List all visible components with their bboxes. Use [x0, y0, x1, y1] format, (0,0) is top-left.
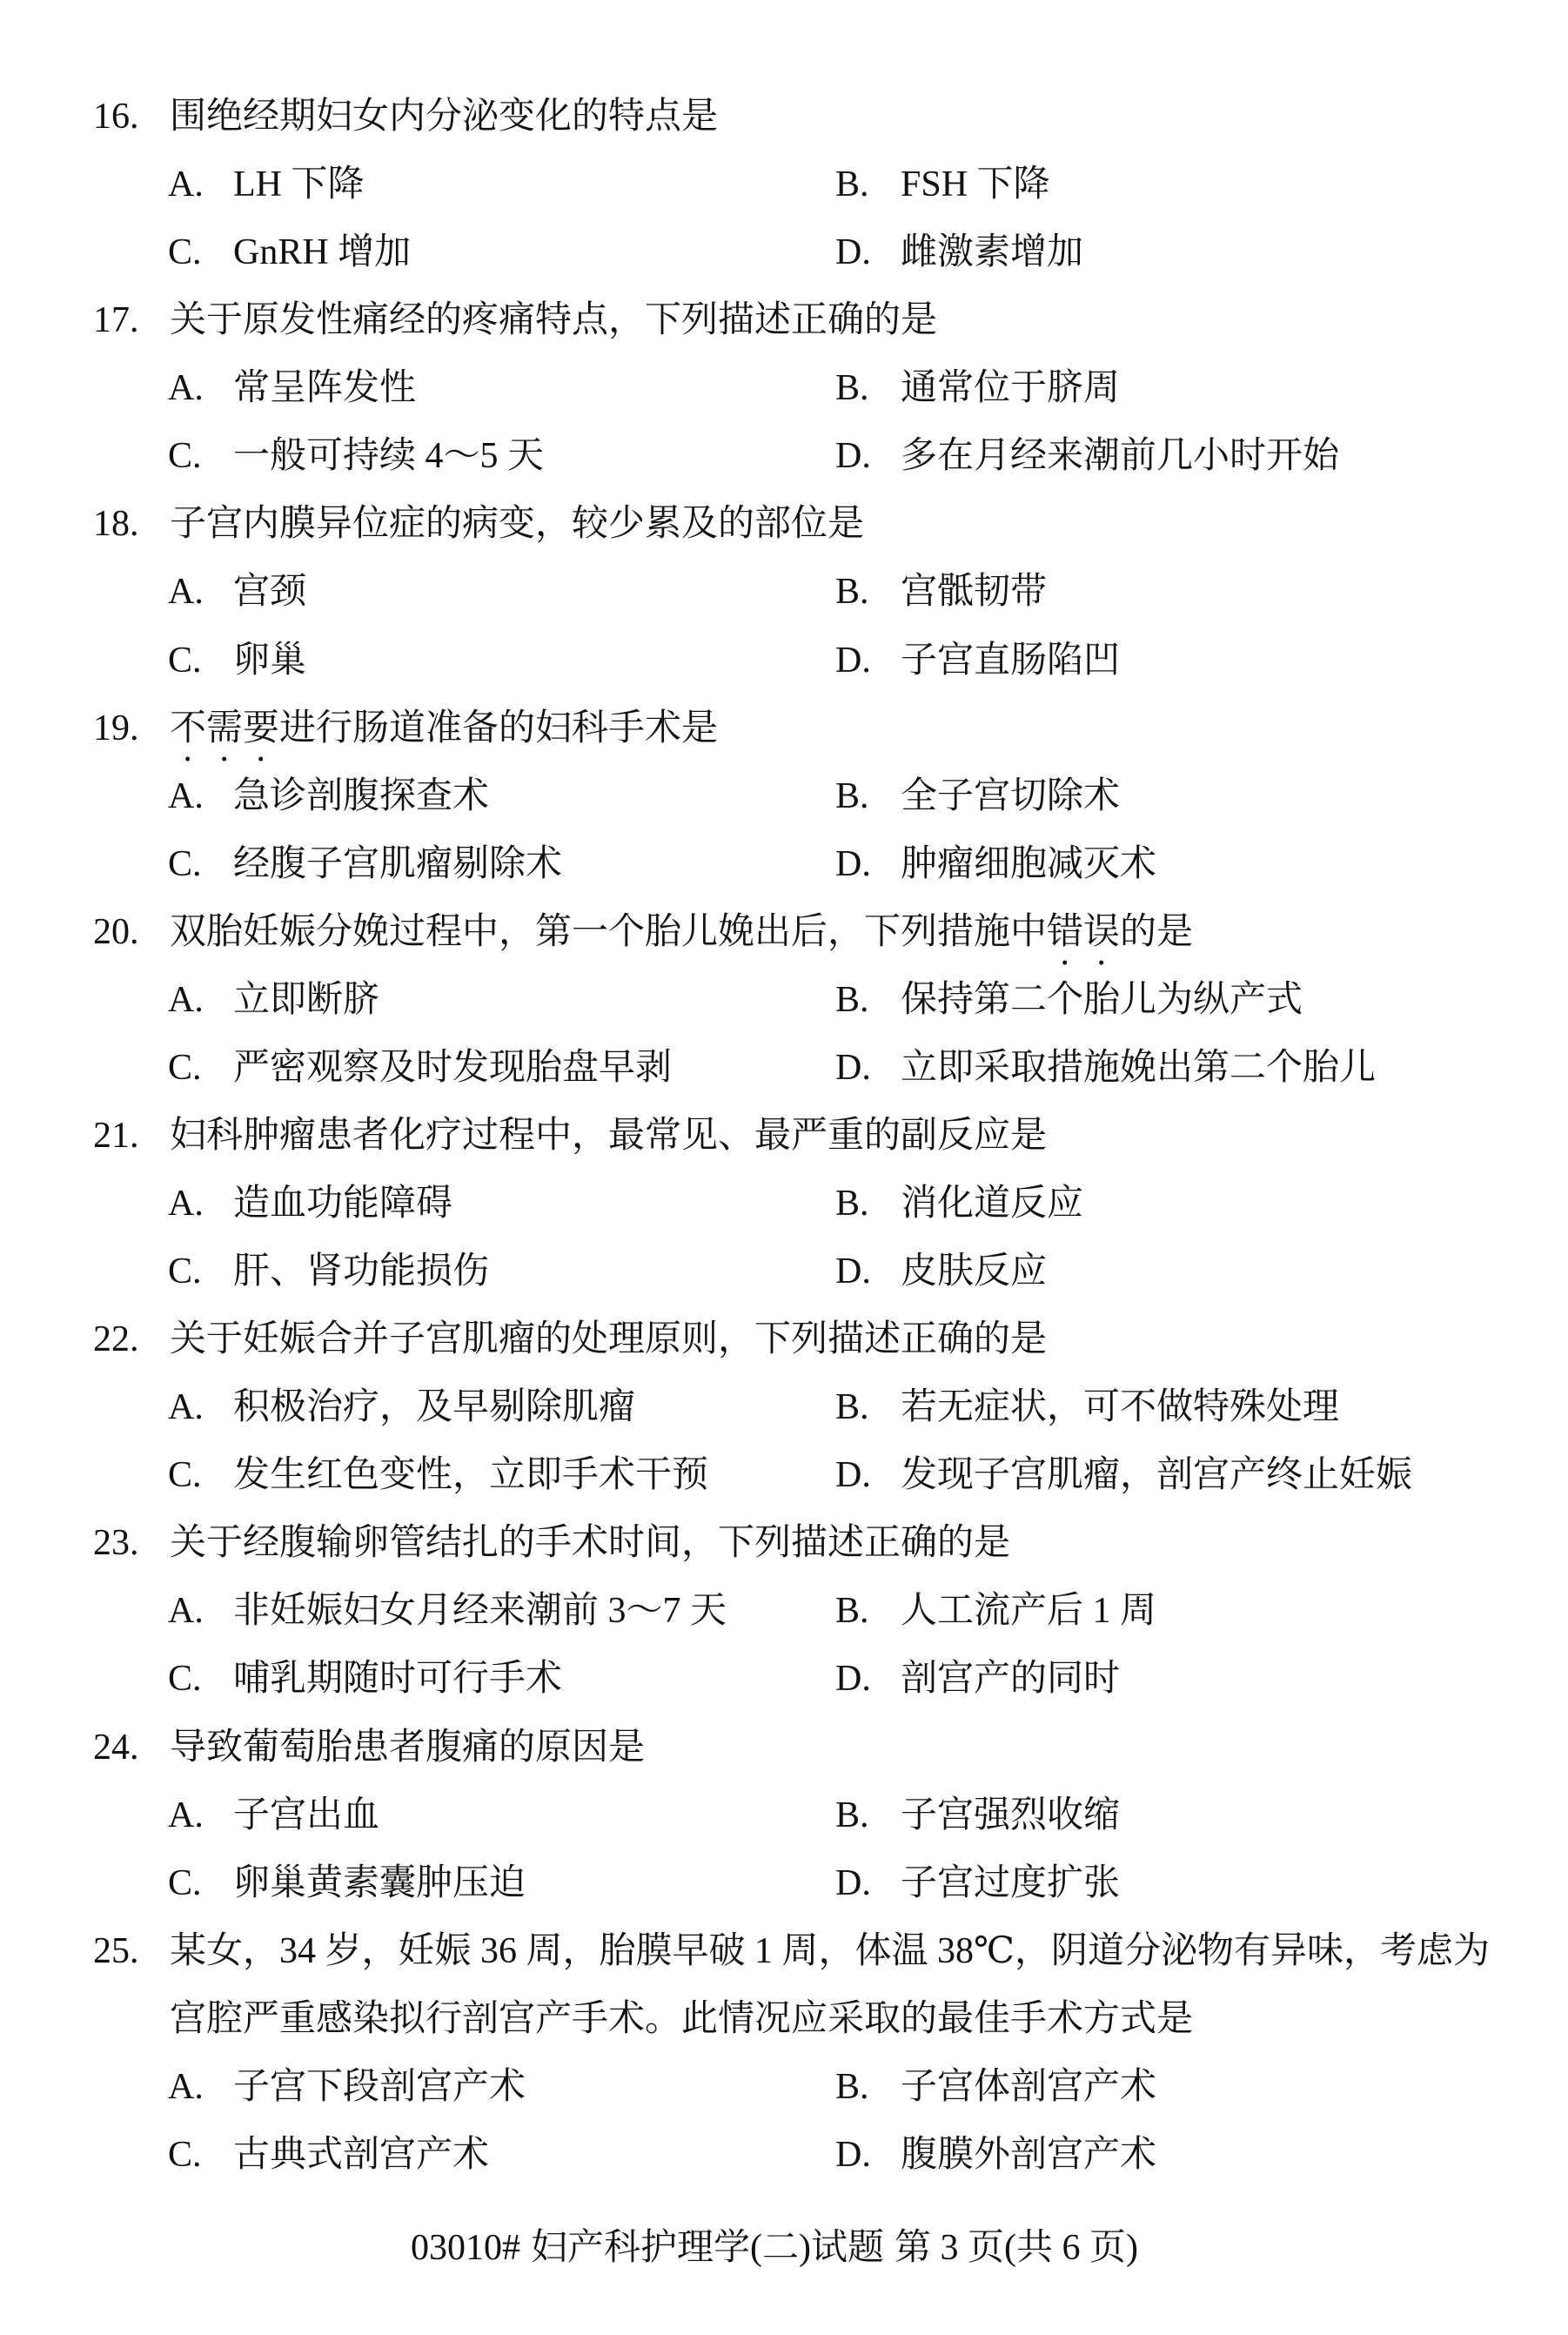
option-a: [168, 966, 379, 1034]
question-stem: [170, 1509, 1010, 1577]
option-text: 立即断脐: [233, 979, 380, 1020]
option-b: [835, 2053, 1156, 2121]
option-c: [168, 627, 306, 694]
options-row: [0, 1441, 1568, 1509]
options-row: [0, 762, 1568, 830]
question-16: [0, 83, 1568, 286]
option-text: 多在月经来潮前几小时开始: [901, 436, 1340, 477]
emphasized-text: 错误: [1047, 911, 1121, 952]
option-c: [168, 422, 544, 490]
option-text: 古典式剖宫产术: [233, 2134, 490, 2175]
options-row: [0, 1849, 1568, 1917]
option-label: D.: [835, 436, 871, 477]
option-label: A.: [168, 164, 204, 205]
option-d: [835, 1441, 1412, 1509]
option-label: B.: [835, 1387, 869, 1428]
option-text: 发现子宫肌瘤，剖宫产终止妊娠: [901, 1455, 1413, 1496]
question-number: 17.: [93, 300, 139, 341]
option-label: D.: [835, 1455, 871, 1496]
option-text: 子宫下段剖宫产术: [233, 2066, 526, 2107]
option-d: [835, 1034, 1376, 1102]
option-label: A.: [168, 1591, 204, 1632]
option-text: 卵巢: [233, 640, 307, 681]
option-label: C.: [168, 1659, 202, 1700]
option-text: 宫颈: [233, 572, 307, 613]
option-label: A.: [168, 775, 204, 816]
stem-text: 双胎妊娠分娩过程中，第一个胎儿娩出后，下列措施中: [170, 911, 1048, 952]
option-text: 子宫出血: [233, 1795, 380, 1835]
option-text: 发生红色变性，立即手术干预: [233, 1455, 709, 1496]
option-label: A.: [168, 979, 204, 1020]
option-label: D.: [835, 640, 871, 681]
question-stem: [170, 286, 937, 354]
option-text: 常呈阵发性: [233, 368, 417, 409]
question-19: [0, 694, 1568, 898]
options-row: [0, 2053, 1568, 2121]
option-a: [168, 558, 306, 626]
options-row: [0, 966, 1568, 1034]
option-label: A.: [168, 572, 204, 613]
option-label: D.: [835, 2134, 871, 2175]
option-text: 肿瘤细胞减灭术: [901, 843, 1157, 884]
option-text: GnRH 增加: [233, 232, 412, 273]
option-label: C.: [168, 1251, 202, 1292]
option-label: A.: [168, 1795, 204, 1835]
option-b: [835, 1170, 1083, 1238]
question-stem-continued: [170, 1985, 1193, 2053]
options-row: [0, 1373, 1568, 1441]
options-row: [0, 1781, 1568, 1849]
stem-text: 关于原发性痛经的疼痛特点，下列描述正确的是: [170, 300, 938, 341]
question-21: [0, 1102, 1568, 1305]
option-a: [168, 762, 489, 830]
option-c: [168, 1034, 672, 1102]
option-text: LH 下降: [233, 164, 365, 205]
option-b: [835, 1781, 1120, 1849]
option-text: 全子宫切除术: [901, 775, 1121, 816]
stem-text: 关于妊娠合并子宫肌瘤的处理原则，下列描述正确的是: [170, 1319, 1048, 1360]
options-row: [0, 422, 1568, 490]
emphasized-text: 不需要: [170, 708, 280, 748]
question-stem-row: [0, 1714, 1568, 1781]
option-text: 子宫强烈收缩: [901, 1795, 1121, 1835]
option-d: [835, 1238, 1047, 1305]
option-text: 哺乳期随时可行手术: [233, 1659, 563, 1700]
option-label: B.: [835, 164, 869, 205]
option-c: [168, 1238, 489, 1305]
option-text: 子宫体剖宫产术: [901, 2066, 1157, 2107]
option-label: B.: [835, 1591, 869, 1632]
question-stem-row: [0, 898, 1568, 966]
option-text: 通常位于脐周: [901, 368, 1121, 409]
option-a: [168, 1170, 452, 1238]
question-number: 22.: [93, 1319, 139, 1360]
option-a: [168, 2053, 526, 2121]
option-b: [835, 354, 1120, 422]
options-row: [0, 1577, 1568, 1645]
question-22: [0, 1305, 1568, 1509]
option-label: C.: [168, 1862, 202, 1903]
option-label: B.: [835, 979, 869, 1020]
option-c: [168, 830, 562, 898]
stem-text: 进行肠道准备的妇科手术是: [279, 708, 719, 748]
options-row: [0, 1645, 1568, 1713]
question-stem-row: [0, 286, 1568, 354]
question-stem: [170, 1917, 1490, 1985]
option-a: [168, 151, 365, 218]
question-number: 25.: [93, 1930, 139, 1971]
option-b: [835, 558, 1047, 626]
option-c: [168, 218, 411, 286]
option-label: A.: [168, 1184, 204, 1224]
option-text: 皮肤反应: [901, 1251, 1048, 1292]
option-label: B.: [835, 2066, 869, 2107]
question-stem-row: [0, 1917, 1568, 1985]
option-label: D.: [835, 1659, 871, 1700]
option-c: [168, 2121, 489, 2189]
option-text: 子宫过度扩张: [901, 1862, 1121, 1903]
option-c: [168, 1645, 562, 1713]
option-text: 消化道反应: [901, 1184, 1084, 1224]
option-b: [835, 151, 1050, 218]
stem-text: 宫腔严重感染拟行剖宫产手术。此情况应采取的最佳手术方式是: [170, 1998, 1194, 2039]
options-row: [0, 627, 1568, 694]
course-code: 03010#: [411, 2228, 520, 2268]
question-number: 16.: [93, 97, 139, 137]
option-d: [835, 422, 1339, 490]
question-20: [0, 898, 1568, 1102]
option-label: C.: [168, 843, 202, 884]
option-d: [835, 830, 1156, 898]
option-d: [835, 2121, 1156, 2189]
stem-text: 妇科肿瘤患者化疗过程中，最常见、最严重的副反应是: [170, 1115, 1048, 1156]
question-stem: [170, 1714, 645, 1781]
option-a: [168, 354, 416, 422]
option-d: [835, 1645, 1120, 1713]
option-label: B.: [835, 1184, 869, 1224]
question-number: 24.: [93, 1727, 139, 1768]
option-label: A.: [168, 2066, 204, 2107]
option-text: 积极治疗，及早剔除肌瘤: [233, 1387, 636, 1428]
option-d: [835, 218, 1083, 286]
question-number: 20.: [93, 911, 139, 952]
question-stem-row: [0, 1509, 1568, 1577]
question-number: 21.: [93, 1115, 139, 1156]
question-stem-row: [0, 1305, 1568, 1373]
exam-page: [0, 83, 1568, 2189]
question-stem-row-continued: [0, 1985, 1568, 2053]
option-label: B.: [835, 368, 869, 409]
option-label: D.: [835, 1862, 871, 1903]
question-stem-row: [0, 694, 1568, 762]
option-text: 保持第二个胎儿为纵产式: [901, 979, 1303, 1020]
option-label: D.: [835, 232, 871, 273]
stem-text: 关于经腹输卵管结扎的手术时间，下列描述正确的是: [170, 1523, 1011, 1564]
option-text: 人工流产后 1 周: [901, 1591, 1157, 1632]
options-row: [0, 1238, 1568, 1305]
option-label: A.: [168, 368, 204, 409]
question-stem-row: [0, 83, 1568, 151]
question-24: [0, 1714, 1568, 1917]
question-stem: [170, 1305, 1047, 1373]
option-text: 急诊剖腹探查术: [233, 775, 490, 816]
stem-text: 围绝经期妇女内分泌变化的特点是: [170, 97, 719, 137]
question-number: 19.: [93, 708, 139, 748]
option-text: 腹膜外剖宫产术: [901, 2134, 1157, 2175]
options-row: [0, 354, 1568, 422]
question-stem-row: [0, 1102, 1568, 1170]
option-a: [168, 1373, 635, 1441]
option-b: [835, 966, 1303, 1034]
option-text: 剖宫产的同时: [901, 1659, 1121, 1700]
page-footer: [411, 2222, 1138, 2274]
options-row: [0, 558, 1568, 626]
option-label: C.: [168, 436, 202, 477]
option-text: 经腹子宫肌瘤剔除术: [233, 843, 563, 884]
option-label: C.: [168, 640, 202, 681]
option-text: 非妊娠妇女月经来潮前 3～7 天: [233, 1591, 727, 1632]
question-stem: [170, 83, 718, 151]
option-text: FSH 下降: [901, 164, 1050, 205]
option-text: 一般可持续 4～5 天: [233, 436, 545, 477]
option-text: 宫骶韧带: [901, 572, 1048, 613]
options-row: [0, 218, 1568, 286]
option-text: 卵巢黄素囊肿压迫: [233, 1862, 526, 1903]
option-a: [168, 1781, 379, 1849]
page-number: 第 3 页(共 6 页): [894, 2228, 1138, 2268]
option-label: C.: [168, 2134, 202, 2175]
question-number: 23.: [93, 1523, 139, 1564]
option-d: [835, 1849, 1120, 1917]
option-c: [168, 1441, 708, 1509]
question-23: [0, 1509, 1568, 1713]
option-text: 肝、肾功能损伤: [233, 1251, 490, 1292]
options-row: [0, 1170, 1568, 1238]
option-label: D.: [835, 1251, 871, 1292]
question-stem: [170, 1102, 1047, 1170]
stem-text: 导致葡萄胎患者腹痛的原因是: [170, 1727, 646, 1768]
question-17: [0, 286, 1568, 490]
option-label: B.: [835, 1795, 869, 1835]
option-label: B.: [835, 572, 869, 613]
question-stem: [170, 898, 1193, 973]
option-d: [835, 627, 1120, 694]
option-text: 造血功能障碍: [233, 1184, 453, 1224]
question-18: [0, 490, 1568, 694]
option-text: 立即采取措施娩出第二个胎儿: [901, 1047, 1377, 1088]
option-c: [168, 1849, 526, 1917]
option-label: A.: [168, 1387, 204, 1428]
option-text: 若无症状，可不做特殊处理: [901, 1387, 1340, 1428]
option-b: [835, 1373, 1339, 1441]
stem-text: 子宫内膜异位症的病变，较少累及的部位是: [170, 504, 865, 545]
option-label: D.: [835, 1047, 871, 1088]
option-text: 严密观察及时发现胎盘早剥: [233, 1047, 673, 1088]
question-25: [0, 1917, 1568, 2189]
option-label: D.: [835, 843, 871, 884]
option-text: 子宫直肠陷凹: [901, 640, 1121, 681]
option-b: [835, 762, 1120, 830]
option-b: [835, 1577, 1156, 1645]
question-number: 18.: [93, 504, 139, 545]
option-text: 雌激素增加: [901, 232, 1084, 273]
options-row: [0, 1034, 1568, 1102]
option-a: [168, 1577, 727, 1645]
option-label: C.: [168, 232, 202, 273]
stem-text: 某女，34 岁，妊娠 36 周，胎膜早破 1 周，体温 38℃，阴道分泌物有异味，考虑为: [170, 1930, 1490, 1971]
options-row: [0, 2121, 1568, 2189]
options-row: [0, 151, 1568, 218]
question-stem: [170, 694, 718, 769]
option-label: C.: [168, 1047, 202, 1088]
options-row: [0, 830, 1568, 898]
exam-title: 妇产科护理学(二)试题: [531, 2228, 884, 2268]
option-label: C.: [168, 1455, 202, 1496]
question-stem-row: [0, 490, 1568, 558]
question-stem: [170, 490, 864, 558]
option-label: B.: [835, 775, 869, 816]
stem-text: 的是: [1120, 911, 1194, 952]
